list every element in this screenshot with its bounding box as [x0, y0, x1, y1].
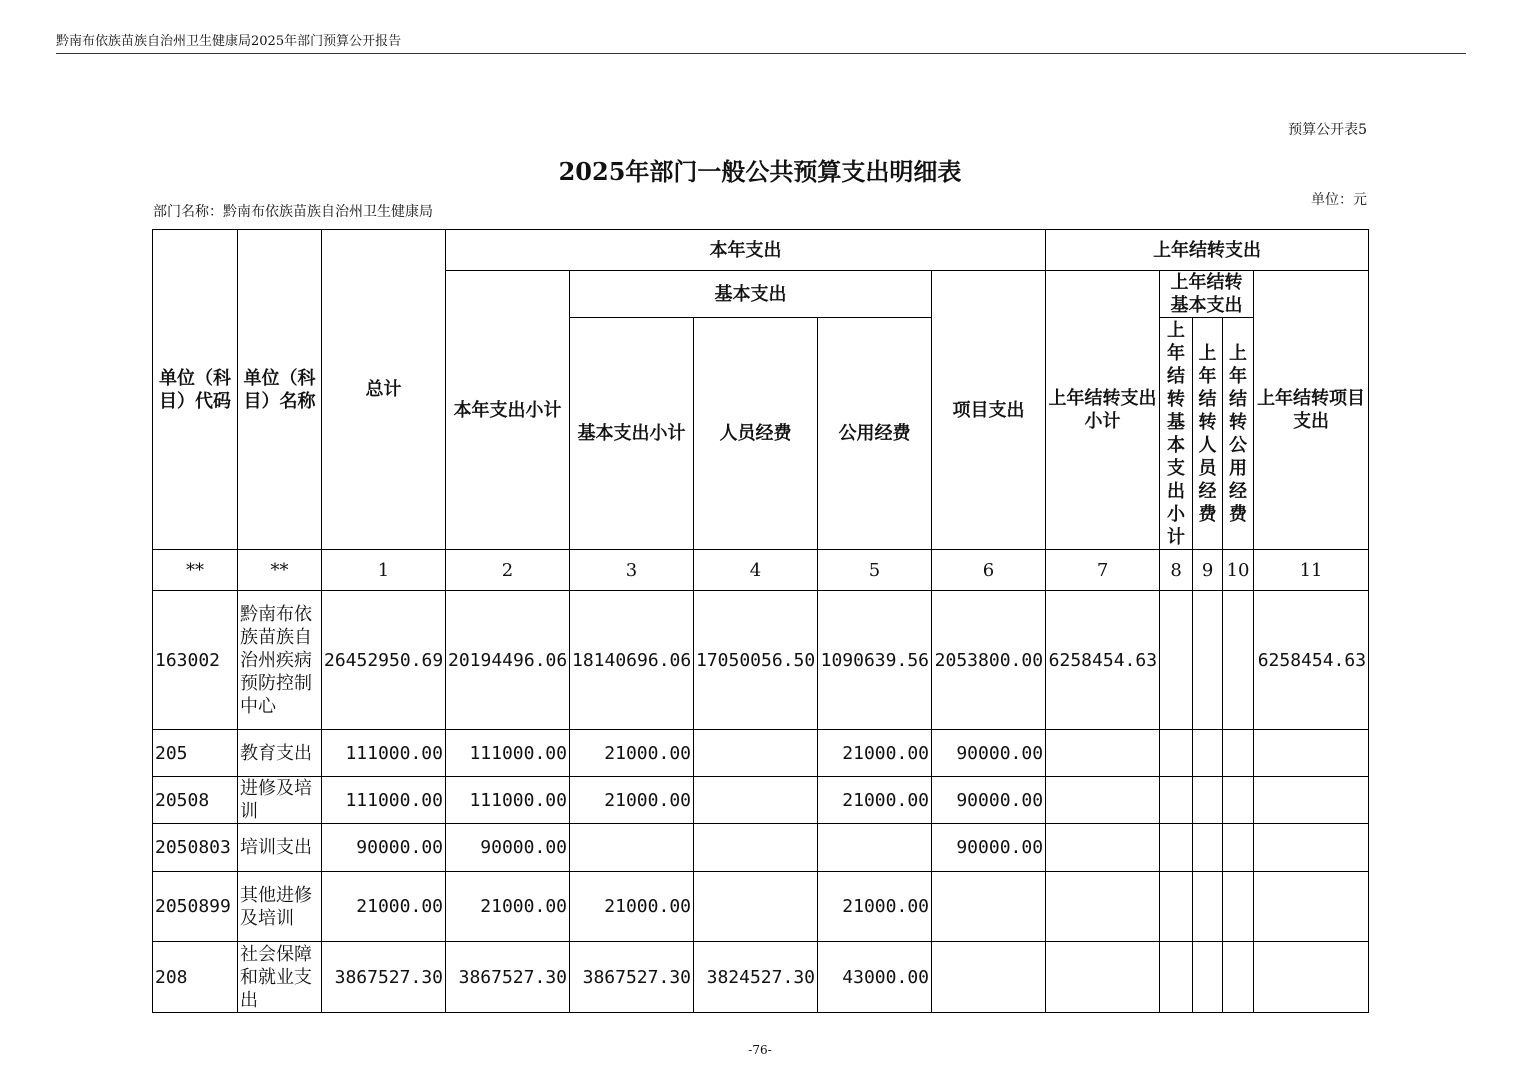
row-public-use: 21000.00 [818, 730, 932, 777]
row-prior-public [1223, 824, 1254, 872]
row-prior-basic-subtotal [1160, 942, 1193, 1013]
row-prior-personnel [1193, 942, 1223, 1013]
row-personnel: 3824527.30 [694, 942, 818, 1013]
header-prior-basic: 上年结转基本支出 [1160, 271, 1254, 318]
row-code: 163002 [153, 591, 238, 730]
header-personnel: 人员经费 [694, 318, 818, 550]
row-prior-public [1223, 777, 1254, 824]
row-prior-personnel [1193, 591, 1223, 730]
row-prior-basic-subtotal [1160, 730, 1193, 777]
row-basic-subtotal [570, 824, 694, 872]
row-total: 111000.00 [322, 730, 446, 777]
header-basic: 基本支出 [570, 271, 932, 318]
row-public-use: 21000.00 [818, 777, 932, 824]
row-prior-subtotal: 6258454.63 [1046, 591, 1160, 730]
table-row [153, 872, 1369, 942]
row-current-subtotal: 90000.00 [446, 824, 570, 872]
row-prior-subtotal [1046, 777, 1160, 824]
row-code: 2050803 [153, 824, 238, 872]
header-prior-year: 上年结转支出 [1046, 230, 1369, 271]
table-row [153, 730, 1369, 777]
header-project: 项目支出 [932, 271, 1046, 550]
row-project: 90000.00 [932, 824, 1046, 872]
row-prior-project [1254, 872, 1369, 942]
row-prior-personnel [1193, 872, 1223, 942]
row-code: 2050899 [153, 872, 238, 942]
row-prior-basic-subtotal [1160, 824, 1193, 872]
page-header: 黔南布依族苗族自治州卫生健康局2025年部门预算公开报告 [56, 34, 402, 49]
row-total: 21000.00 [322, 872, 446, 942]
header-prior-public: 上年结转公用经费 [1223, 318, 1254, 550]
row-basic-subtotal: 21000.00 [570, 777, 694, 824]
row-personnel [694, 824, 818, 872]
row-prior-project [1254, 824, 1369, 872]
header-prior-personnel: 上年结转人员经费 [1193, 318, 1223, 550]
index-cell: 9 [1193, 550, 1223, 591]
row-public-use: 43000.00 [818, 942, 932, 1013]
row-personnel [694, 872, 818, 942]
row-current-subtotal: 111000.00 [446, 777, 570, 824]
row-prior-basic-subtotal [1160, 777, 1193, 824]
row-name: 进修及培训 [238, 777, 322, 824]
row-prior-project [1254, 777, 1369, 824]
index-cell: ** [153, 550, 238, 591]
index-cell: 7 [1046, 550, 1160, 591]
row-current-subtotal: 111000.00 [446, 730, 570, 777]
row-total: 90000.00 [322, 824, 446, 872]
row-personnel [694, 777, 818, 824]
index-cell: 10 [1223, 550, 1254, 591]
header-code: 单位（科目）代码 [153, 230, 238, 550]
table-row [153, 591, 1369, 730]
row-prior-personnel [1193, 777, 1223, 824]
row-total: 111000.00 [322, 777, 446, 824]
row-name: 社会保障和就业支出 [238, 942, 322, 1013]
row-prior-public [1223, 730, 1254, 777]
index-cell: ** [238, 550, 322, 591]
row-project [932, 872, 1046, 942]
row-public-use: 1090639.56 [818, 591, 932, 730]
row-prior-public [1223, 591, 1254, 730]
row-prior-personnel [1193, 824, 1223, 872]
index-cell: 1 [322, 550, 446, 591]
row-prior-basic-subtotal [1160, 872, 1193, 942]
page-number: -76- [748, 1043, 772, 1057]
department-label: 部门名称：黔南布依族苗族自治州卫生健康局 [153, 204, 433, 220]
header-current-year: 本年支出 [446, 230, 1046, 271]
row-name: 教育支出 [238, 730, 322, 777]
header-name: 单位（科目）名称 [238, 230, 322, 550]
row-prior-subtotal [1046, 872, 1160, 942]
row-prior-project [1254, 730, 1369, 777]
row-total: 3867527.30 [322, 942, 446, 1013]
header-prior-project: 上年结转项目支出 [1254, 271, 1369, 550]
header-row-1 [153, 230, 1369, 271]
row-project: 90000.00 [932, 730, 1046, 777]
index-row [153, 550, 1369, 591]
table-number: 预算公开表5 [1288, 122, 1367, 138]
budget-table [152, 229, 1369, 1013]
row-public-use: 21000.00 [818, 872, 932, 942]
row-basic-subtotal: 21000.00 [570, 872, 694, 942]
row-personnel: 17050056.50 [694, 591, 818, 730]
table-row [153, 824, 1369, 872]
row-basic-subtotal: 21000.00 [570, 730, 694, 777]
header-basic-subtotal: 基本支出小计 [570, 318, 694, 550]
row-code: 208 [153, 942, 238, 1013]
index-cell: 6 [932, 550, 1046, 591]
row-prior-subtotal [1046, 942, 1160, 1013]
index-cell: 11 [1254, 550, 1369, 591]
header-prior-subtotal: 上年结转支出小计 [1046, 271, 1160, 550]
row-prior-personnel [1193, 730, 1223, 777]
row-current-subtotal: 20194496.06 [446, 591, 570, 730]
index-cell: 3 [570, 550, 694, 591]
table-row [153, 777, 1369, 824]
table-row [153, 942, 1369, 1013]
row-code: 205 [153, 730, 238, 777]
row-basic-subtotal: 3867527.30 [570, 942, 694, 1013]
row-public-use [818, 824, 932, 872]
index-cell: 8 [1160, 550, 1193, 591]
row-code: 20508 [153, 777, 238, 824]
row-name: 其他进修及培训 [238, 872, 322, 942]
row-prior-project [1254, 942, 1369, 1013]
row-name: 黔南布依族苗族自治州疾病预防控制中心 [238, 591, 322, 730]
row-prior-public [1223, 942, 1254, 1013]
header-public-use: 公用经费 [818, 318, 932, 550]
row-project: 90000.00 [932, 777, 1046, 824]
index-cell: 2 [446, 550, 570, 591]
index-cell: 5 [818, 550, 932, 591]
row-prior-subtotal [1046, 730, 1160, 777]
header-prior-basic-subtotal: 上年结转基本支出小计 [1160, 318, 1193, 550]
header-rule [56, 53, 1466, 54]
row-name: 培训支出 [238, 824, 322, 872]
index-cell: 4 [694, 550, 818, 591]
row-prior-basic-subtotal [1160, 591, 1193, 730]
row-personnel [694, 730, 818, 777]
row-total: 26452950.69 [322, 591, 446, 730]
row-prior-project: 6258454.63 [1254, 591, 1369, 730]
page-title: 2025年部门一般公共预算支出明细表 [558, 157, 962, 186]
row-prior-public [1223, 872, 1254, 942]
row-project [932, 942, 1046, 1013]
row-current-subtotal: 3867527.30 [446, 942, 570, 1013]
row-project: 2053800.00 [932, 591, 1046, 730]
unit-label: 单位：元 [1311, 192, 1367, 208]
row-current-subtotal: 21000.00 [446, 872, 570, 942]
row-prior-subtotal [1046, 824, 1160, 872]
header-total: 总计 [322, 230, 446, 550]
row-basic-subtotal: 18140696.06 [570, 591, 694, 730]
header-current-subtotal: 本年支出小计 [446, 271, 570, 550]
